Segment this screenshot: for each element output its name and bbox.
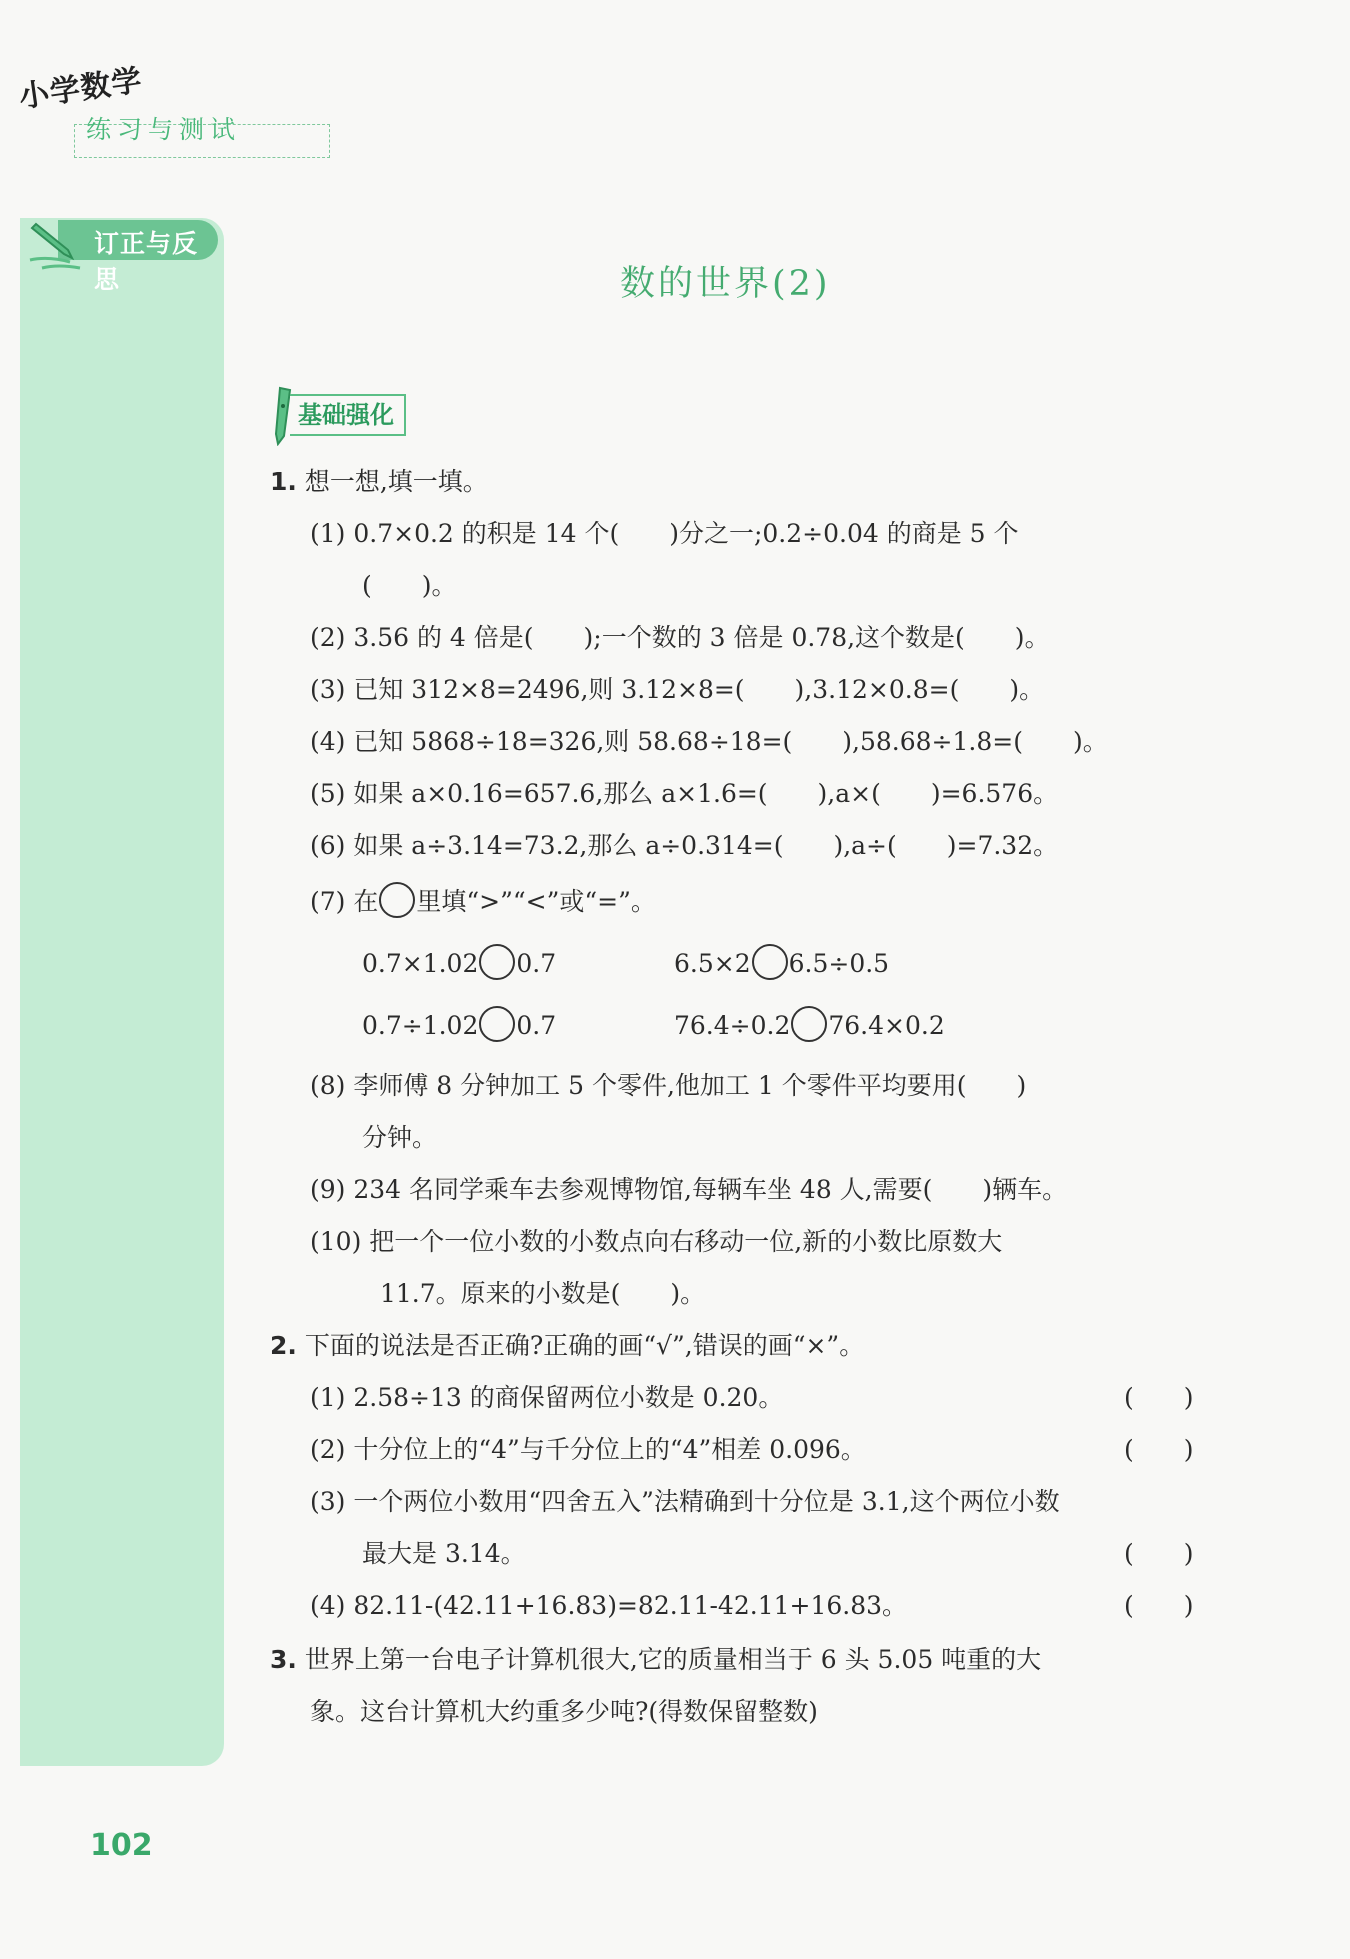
answer-blank[interactable]: ( ) [1124,1435,1194,1464]
question-text: 想一想,填一填。 [304,467,488,496]
item-7-lead: (7) 在 [310,887,379,916]
q1-item-2: (2) 3.56 的 4 倍是( );一个数的 3 倍是 0.78,这个数是( )。 [310,623,1050,652]
compare-right: 0.7 [516,1011,557,1040]
compare-circle-icon [479,1006,515,1042]
q1-item-4: (4) 已知 5868÷18=326,则 58.68÷18=( ),58.68÷1.8=( )。 [310,727,1108,756]
q2-item-3: (3) 一个两位小数用“四舍五入”法精确到十分位是 3.1,这个两位小数 [310,1487,1060,1516]
q1-item-1: (1) 0.7×0.2 的积是 14 个( )分之一;0.2÷0.04 的商是 5 个 [310,519,1019,548]
question-number: 2. [270,1331,297,1360]
q2-item-2: (2) 十分位上的“4”与千分位上的“4”相差 0.096。 [310,1435,866,1464]
question-text: 世界上第一台电子计算机很大,它的质量相当于 6 头 5.05 吨重的大 [304,1645,1042,1674]
question-number: 3. [270,1645,297,1674]
q1-item-1-cont: ( )。 [362,571,457,600]
page-title: 数的世界(2) [620,264,831,304]
q1-item-6: (6) 如果 a÷3.14=73.2,那么 a÷0.314=( ),a÷( )=7.32。 [310,831,1059,860]
compare-left: 76.4÷0.2 [674,1011,791,1040]
q1-item-10: (10) 把一个一位小数的小数点向右移动一位,新的小数比原数大 [310,1227,1003,1256]
q1-item-3: (3) 已知 312×8=2496,则 3.12×8=( ),3.12×0.8=( )。 [310,675,1045,704]
question-1 [270,462,488,498]
answer-blank[interactable]: ( ) [1124,1539,1194,1568]
compare-expression [362,944,556,980]
question-3 [270,1640,1041,1676]
compare-circle-icon [379,882,415,918]
compare-expression [674,1006,945,1042]
q1-item-9: (9) 234 名同学乘车去参观博物馆,每辆车坐 48 人,需要( )辆车。 [310,1175,1068,1204]
correction-sidebar [20,218,224,1766]
answer-blank[interactable]: ( ) [1124,1383,1194,1412]
compare-circle-icon [791,1006,827,1042]
page-number: 102 [90,1828,153,1863]
pencil-icon [28,216,92,272]
compare-circle-icon [479,944,515,980]
compare-right: 0.7 [516,949,557,978]
brand-subtitle: 练习与测试 [86,115,242,144]
question-3-cont: 象。这台计算机大约重多少吨?(得数保留整数) [310,1697,818,1726]
question-2 [270,1326,864,1362]
question-text: 下面的说法是否正确?正确的画“√”,错误的画“×”。 [304,1331,865,1360]
q1-item-8-cont: 分钟。 [362,1123,438,1152]
compare-left: 0.7×1.02 [362,949,479,978]
q2-item-4: (4) 82.11-(42.11+16.83)=82.11-42.11+16.83。 [310,1591,908,1620]
sidebar-tab [24,220,220,294]
compare-right: 76.4×0.2 [828,1011,945,1040]
q1-item-10-cont: 11.7。原来的小数是( )。 [380,1279,706,1308]
q2-item-3-cont: 最大是 3.14。 [362,1539,526,1568]
answer-blank[interactable]: ( ) [1124,1591,1194,1620]
compare-expression [674,944,889,980]
sidebar-label: 订正与反思 [94,229,199,294]
q2-item-1: (1) 2.58÷13 的商保留两位小数是 0.20。 [310,1383,784,1412]
compare-left: 0.7÷1.02 [362,1011,479,1040]
q1-item-5: (5) 如果 a×0.16=657.6,那么 a×1.6=( ),a×( )=6.576。 [310,779,1059,808]
compare-circle-icon [752,944,788,980]
compare-expression [362,1006,556,1042]
compare-left: 6.5×2 [674,949,751,978]
item-7-tail: 里填“>”“<”或“=”。 [416,887,656,916]
q1-item-7 [310,882,656,918]
q1-item-8: (8) 李师傅 8 分钟加工 5 个零件,他加工 1 个零件平均要用( ) [310,1071,1027,1100]
compare-right: 6.5÷0.5 [788,949,890,978]
brand-title: 小学数学 [16,63,145,116]
section-label: 基础强化 [290,394,406,436]
question-number: 1. [270,467,297,496]
